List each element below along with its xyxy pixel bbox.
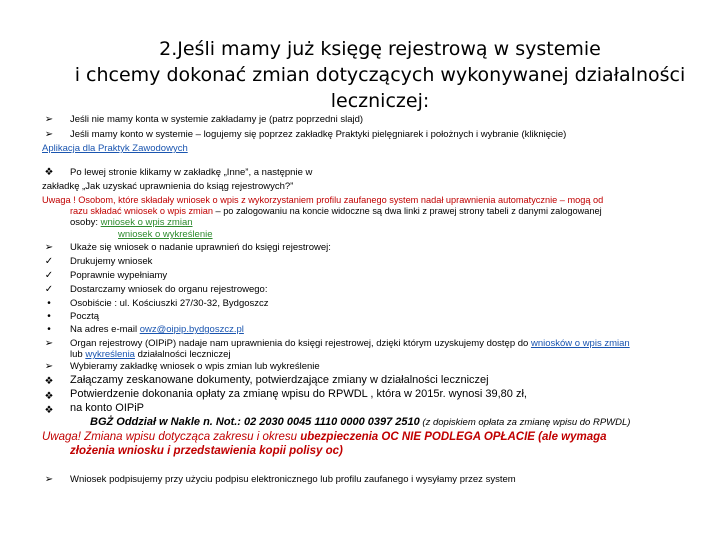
email-prefix: Na adres e-mail [70, 324, 140, 335]
title-line-2: i chcemy dokonać zmian dotyczących wykonywanej działalności [74, 64, 686, 86]
warning-line-2 [70, 206, 602, 217]
step-8 [70, 338, 630, 349]
link-wykreslenia[interactable]: wykreślenia [85, 349, 135, 360]
step-1: Ukaże się wniosek o nadanie uprawnień do księgi rejestrowej: [70, 242, 331, 253]
intro-item-1: Jeśli nie mamy konta w systemie zakładamy je (patrz poprzedni slajd) [70, 114, 364, 125]
bank-account [90, 417, 630, 428]
link-wniosek-wykreslenie[interactable]: wniosek o wykreślenie [118, 229, 213, 240]
notice-text-b: ubezpieczenia OC NIE PODLEGA OPŁACIE (ale wymaga [300, 431, 607, 443]
warning-line-3 [70, 217, 193, 228]
step-tab-line-1: Po lewej stronie klikamy w zakładkę „Inne”, a następnie w [70, 167, 313, 178]
step-4: Dostarczamy wniosek do organu rejestrowego: [70, 284, 268, 295]
final-2: Potwierdzenie dokonania opłaty za zmianę wpisu do RPWDL , która w 2015r. wynosi 39,80 zł, [70, 388, 527, 400]
notice-line-1 [42, 432, 607, 443]
bank-details: BGŻ Oddział w Nakle n. Not.: 02 2030 0045 1110 0000 0397 2510 [90, 416, 420, 428]
diamond-bullet-icon: ❖ [44, 167, 54, 178]
link-wniosek-zmian[interactable]: wniosek o wpis zmian [100, 217, 193, 228]
bank-note: (z dopiskiem opłata za zmianę wpisu do RPWDL) [419, 417, 631, 428]
notice-line-2: złożenia wniosku i przedstawienia kopii polisy oc) [70, 445, 343, 457]
check-bullet-icon: ✓ [44, 256, 54, 267]
diamond-bullet-icon: ❖ [44, 391, 54, 402]
diamond-bullet-icon: ❖ [44, 405, 54, 416]
link-wnioskow-zmian[interactable]: wniosków o wpis zmian [530, 338, 630, 349]
notice-text-a: Uwaga! Zmiana wpisu dotycząca zakresu i okresu [42, 431, 301, 443]
final-3: na konto OIPiP [70, 402, 144, 414]
step-9: Wybieramy zakładkę wniosek o wpis zmian lub wykreślenie [70, 361, 320, 372]
step-5: Osobiście : ul. Kościuszki 27/30-32, Bydgoszcz [70, 298, 269, 309]
arrow-bullet-icon: ➢ [44, 338, 54, 349]
step-7 [70, 324, 244, 335]
step-6: Pocztą [70, 311, 100, 322]
step-3: Poprawnie wypełniamy [70, 270, 168, 281]
app-link[interactable]: Aplikacja dla Praktyk Zawodowych [42, 143, 188, 154]
slide-title [40, 36, 720, 114]
step-2: Drukujemy wniosek [70, 256, 153, 267]
intro-item-2: Jeśli mamy konto w systemie – logujemy się poprzez zakładkę Praktyki pielęgniarek i położnych i wybranie (kliknięcie) [70, 129, 567, 140]
check-bullet-icon: ✓ [44, 270, 54, 281]
warning-red-text: razu składać wniosek o wpis zmian [70, 206, 213, 216]
arrow-bullet-icon: ➢ [44, 242, 54, 253]
diamond-bullet-icon: ❖ [44, 376, 54, 387]
title-line-3: leczniczej: [330, 90, 430, 112]
step-tab-line-2: zakładkę „Jak uzyskać uprawnienia do ksiąg rejestrowych?” [42, 181, 294, 192]
step-8-text: Organ rejestrowy (OIPiP) nadaje nam uprawnienia do księgi rejestrowej, dzięki którym uzyskujemy dostęp do [70, 338, 531, 349]
email-link[interactable]: owz@oipip.bydgoszcz.pl [139, 324, 244, 335]
arrow-bullet-icon: ➢ [44, 129, 54, 140]
dot-bullet-icon: • [47, 324, 51, 335]
title-line-1: 2.Jeśli mamy już księgę rejestrową w systemie [159, 38, 601, 60]
final-1: Załączamy zeskanowane dokumenty, potwierdzające zmiany w działalności leczniczej [70, 374, 489, 386]
arrow-bullet-icon: ➢ [44, 361, 54, 372]
dot-bullet-icon: • [47, 298, 51, 309]
warning-osoby: osoby: [70, 217, 98, 228]
arrow-bullet-icon: ➢ [44, 474, 54, 485]
arrow-bullet-icon: ➢ [44, 114, 54, 125]
check-bullet-icon: ✓ [44, 284, 54, 295]
warning-line-1: Uwaga ! Osobom, które składały wniosek o wpis z wykorzystaniem profilu zaufanego system nadał uprawnienia automatycznie – mogą od [42, 195, 604, 205]
step-8-suffix: działalności leczniczej [134, 349, 231, 360]
step-8-lub: lub [70, 349, 86, 360]
dot-bullet-icon: • [47, 311, 51, 322]
warning-black-text: – po zalogowaniu na koncie widoczne są dwa linki z prawej strony tabeli z danymi zalogowanej [212, 206, 602, 216]
step-8-cont [70, 349, 231, 360]
sign-instruction: Wniosek podpisujemy przy użyciu podpisu elektronicznego lub profilu zaufanego i wysyłamy przez system [70, 474, 516, 485]
